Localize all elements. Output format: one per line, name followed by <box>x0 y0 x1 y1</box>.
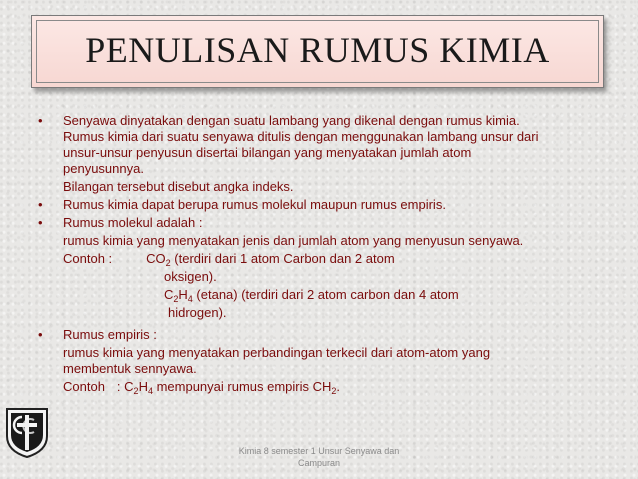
formula-c2h4: $C_2H_4$ <box>164 287 193 304</box>
text-line: unsur-unsur penyusun disertai bilangan yang menyatakan jumlah atom <box>63 145 472 160</box>
bullet-item-1 <box>38 113 618 195</box>
text-line: Bilangan tersebut disebut angka indeks. <box>63 179 294 194</box>
text-line: penyusunnya. <box>63 161 144 176</box>
bullet-icon: • <box>38 113 43 128</box>
example-empiris: Contoh : $C_2H_4$ mempunyai rumus empiris $CH_2$. <box>63 379 341 396</box>
content-body <box>38 113 618 395</box>
text-line: Senyawa dinyatakan dengan suatu lambang yang dikenal dengan rumus kimia. <box>63 113 520 128</box>
school-crest-icon <box>4 406 50 459</box>
footer-line: Campuran <box>297 458 341 468</box>
bullet-item-3 <box>38 215 618 321</box>
footer-note <box>229 445 409 469</box>
example-c2h4 <box>63 287 618 303</box>
text-line: Rumus empiris : <box>63 327 157 342</box>
text-line: rumus kimia yang menyatakan jenis dan jumlah atom yang menyusun senyawa. <box>63 233 524 248</box>
text-line: oksigen). <box>164 269 217 284</box>
example-co2 <box>63 251 618 267</box>
text-line: Rumus kimia dari suatu senyawa ditulis dengan menggunakan lambang unsur dari <box>63 129 539 144</box>
text-line: hidrogen). <box>168 305 227 320</box>
text-line: Rumus kimia dapat berupa rumus molekul maupun rumus empiris. <box>63 197 446 212</box>
text-line: membentuk sennyawa. <box>63 361 197 376</box>
example-label: Contoh : <box>63 251 113 266</box>
slide-title: PENULISAN RUMUS KIMIA <box>85 30 550 70</box>
text-line: Rumus molekul adalah : <box>63 215 203 230</box>
footer-line: Kimia 8 semester 1 Unsur Senyawa dan <box>238 446 400 456</box>
bullet-item-2 <box>38 197 618 213</box>
formula-desc: mempunyai rumus empiris CH <box>152 379 332 394</box>
example-label: Contoh <box>63 379 105 394</box>
bullet-icon: • <box>38 197 43 212</box>
title-box <box>31 15 604 88</box>
formula-desc: (etana) (terdiri dari 2 atom carbon dan 4 atom <box>192 287 459 302</box>
text-line: rumus kimia yang menyatakan perbandingan terkecil dari atom-atom yang <box>63 345 491 360</box>
formula-co2: $CO_2$ <box>146 251 171 268</box>
formula-desc: (terdiri dari 1 atom Carbon dan 2 atom <box>170 251 395 266</box>
bullet-icon: • <box>38 215 43 230</box>
bullet-item-4 <box>38 327 618 395</box>
formula-c2h4: $C_2H_4$ <box>124 379 153 396</box>
bullet-icon: • <box>38 327 43 342</box>
